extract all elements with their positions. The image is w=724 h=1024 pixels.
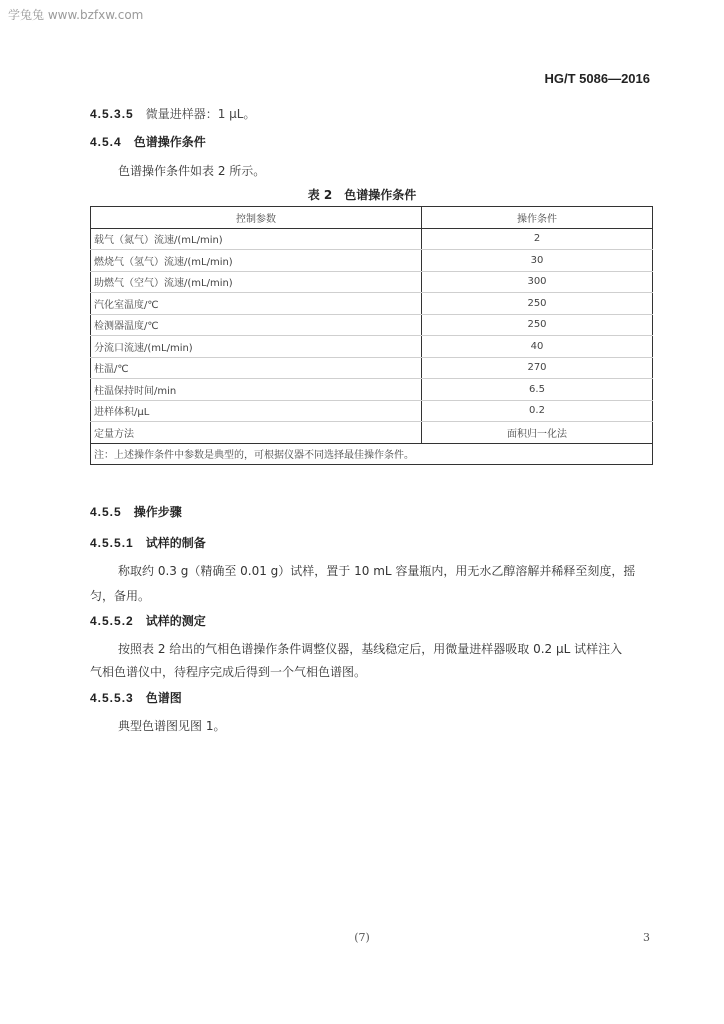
param-cell: 定量方法 [91, 422, 422, 444]
watermark-text: 学兔兔 www.bzfxw.com [8, 8, 144, 22]
operating-conditions-table [90, 206, 653, 465]
param-cell: 柱温保持时间/min [91, 379, 422, 401]
paragraph-4-5-4: 色谱操作条件如表 2 所示。 [118, 164, 266, 178]
clause-title: 色谱操作条件 [133, 135, 206, 149]
clause-4-5-5-1 [90, 534, 206, 551]
paragraph-line: 匀，备用。 [90, 589, 151, 603]
value-cell: 40 [422, 336, 653, 358]
clause-number: 4.5.5 [90, 505, 122, 519]
table-row [91, 314, 653, 336]
value-cell: 300 [422, 271, 653, 293]
clause-number: 4.5.4 [90, 135, 122, 149]
paragraph-line: 按照表 2 给出的气相色谱操作条件调整仪器，基线稳定后，用微量进样器吸取 0.2 μL 试样注入 [118, 642, 623, 656]
table-row [91, 400, 653, 422]
clause-title: 试样的制备 [145, 536, 206, 550]
table-row [91, 336, 653, 358]
clause-4-5-5-2 [90, 612, 206, 629]
value-cell: 30 [422, 250, 653, 272]
header-cell-condition: 操作条件 [422, 207, 653, 229]
table-note: 注：上述操作条件中参数是典型的，可根据仪器不同选择最佳操作条件。 [94, 450, 414, 462]
table-row [91, 250, 653, 272]
standard-code: HG/T 5086—2016 [544, 71, 650, 86]
clause-4-5-3-5 [90, 105, 255, 122]
param-cell: 汽化室温度/℃ [91, 293, 422, 315]
value-cell: 250 [422, 293, 653, 315]
footer-marker: (7) [354, 931, 370, 944]
table-row [91, 357, 653, 379]
table-note-row [91, 443, 653, 465]
clause-title: 色谱图 [145, 691, 182, 705]
param-cell: 分流口流速/(mL/min) [91, 336, 422, 358]
table-row [91, 422, 653, 444]
param-cell: 进样体积/μL [91, 400, 422, 422]
clause-4-5-5-3 [90, 689, 182, 706]
table-row [91, 379, 653, 401]
clause-number: 4.5.5.1 [90, 536, 134, 550]
param-cell: 燃烧气（氢气）流速/(mL/min) [91, 250, 422, 272]
paragraph-line: 称取约 0.3 g（精确至 0.01 g）试样，置于 10 mL 容量瓶内，用无水乙醇溶解并稀释至刻度，摇 [118, 564, 636, 578]
param-cell: 载气（氮气）流速/(mL/min) [91, 228, 422, 250]
header-cell-parameter: 控制参数 [91, 207, 422, 229]
clause-4-5-4 [90, 133, 206, 150]
table-caption: 表 2 色谱操作条件 [307, 188, 417, 202]
clause-4-5-5 [90, 503, 182, 520]
paragraph-line: 气相色谱仪中，待程序完成后得到一个气相色谱图。 [90, 665, 367, 679]
value-cell: 面积归一化法 [422, 422, 653, 444]
page-number: 3 [643, 931, 650, 944]
table-row [91, 293, 653, 315]
value-cell: 2 [422, 228, 653, 250]
param-cell: 助燃气（空气）流速/(mL/min) [91, 271, 422, 293]
clause-number: 4.5.5.2 [90, 614, 134, 628]
table-row [91, 228, 653, 250]
value-cell: 6.5 [422, 379, 653, 401]
clause-number: 4.5.5.3 [90, 691, 134, 705]
paragraph-4-5-5-3: 典型色谱图见图 1。 [118, 719, 226, 733]
value-cell: 270 [422, 357, 653, 379]
clause-text: 微量进样器：1 μL。 [145, 107, 256, 121]
clause-number: 4.5.3.5 [90, 107, 134, 121]
value-cell: 250 [422, 314, 653, 336]
value-cell: 0.2 [422, 400, 653, 422]
param-cell: 检测器温度/℃ [91, 314, 422, 336]
table-row [91, 271, 653, 293]
table-header-row [91, 207, 653, 229]
clause-title: 试样的测定 [145, 614, 206, 628]
clause-title: 操作步骤 [133, 505, 182, 519]
param-cell: 柱温/℃ [91, 357, 422, 379]
